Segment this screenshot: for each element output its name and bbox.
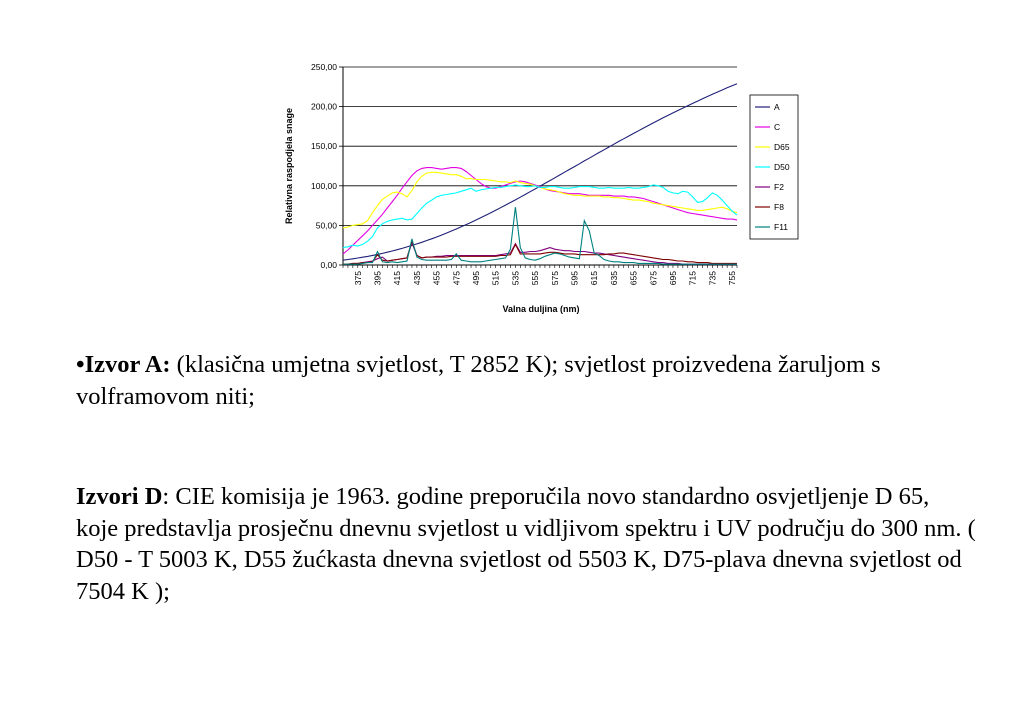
series-line-a — [343, 84, 737, 260]
x-tick-label: 695 — [667, 271, 678, 286]
x-tick-label: 375 — [352, 271, 363, 286]
y-tick-label: 100,00 — [311, 180, 337, 191]
x-tick-label: 735 — [707, 271, 718, 286]
y-tick-label: 200,00 — [311, 101, 337, 112]
x-tick-label: 655 — [628, 271, 639, 286]
x-tick-label: 675 — [648, 271, 659, 286]
x-tick-label: 395 — [372, 271, 383, 286]
izvori-d-text: : CIE komisija je 1963. godine preporučila novo standardno osvjetljenje D 65, koje predstavlja prosječnu dnevnu svjetlost u vidljivom spektru i UV području do 300 nm. ( D50 - T 5003 K, D55 žućkasta dnevna svjetlost od 5503 K, D75-plava dnevna svjetlost od 7504 K ); — [76, 483, 976, 605]
legend-label-f11: F11 — [774, 222, 789, 232]
y-tick-label: 50,00 — [315, 220, 337, 231]
y-tick-label: 0,00 — [320, 260, 337, 270]
legend-label-d50: D50 — [774, 162, 790, 172]
series-line-f8 — [343, 241, 737, 264]
series-line-c — [343, 168, 737, 254]
legend-label-d65: D65 — [774, 142, 790, 152]
x-axis-label: Valna duljina (nm) — [502, 304, 580, 314]
legend — [750, 95, 798, 239]
x-tick-label: 755 — [727, 271, 738, 286]
series-line-d65 — [343, 172, 737, 228]
x-tick-labels — [343, 265, 737, 285]
legend-label-c: C — [774, 122, 781, 132]
x-tick-label: 575 — [549, 271, 560, 286]
x-tick-label: 595 — [569, 271, 580, 286]
spectral-power-chart — [275, 55, 805, 320]
y-tick-label: 150,00 — [311, 141, 337, 152]
izvor-a-label: Izvor A: — [84, 351, 171, 378]
x-tick-label: 455 — [431, 271, 442, 286]
series-line-d50 — [343, 185, 737, 248]
grid-lines — [339, 67, 737, 265]
x-tick-label: 435 — [411, 271, 422, 286]
izvor-a-text: (klasična umjetna svjetlost, T 2852 K); svjetlost proizvedena žaruljom s volframovom niti; — [76, 351, 881, 410]
chart-svg — [275, 55, 805, 320]
x-tick-label: 475 — [451, 271, 462, 286]
y-tick-label: 250,00 — [311, 62, 337, 72]
x-tick-label: 415 — [392, 271, 403, 286]
y-tick-labels — [311, 62, 337, 270]
x-tick-label: 615 — [589, 271, 600, 286]
series-line-f11 — [343, 207, 737, 264]
legend-label-f2: F2 — [774, 182, 784, 192]
x-tick-label: 635 — [608, 271, 619, 286]
y-axis-label: Relativna raspodjela snage — [284, 107, 294, 225]
series-lines — [343, 84, 737, 264]
izvori-d-paragraph — [76, 481, 976, 607]
izvor-a-paragraph — [76, 349, 976, 412]
legend-label-a: A — [774, 102, 780, 112]
x-tick-label: 555 — [530, 271, 541, 286]
x-tick-label: 495 — [470, 271, 481, 286]
x-tick-label: 535 — [510, 271, 521, 286]
izvori-d-label: Izvori D — [76, 483, 163, 510]
bullet-mark: • — [76, 351, 85, 378]
legend-label-f8: F8 — [774, 202, 784, 212]
x-tick-label: 715 — [687, 271, 698, 286]
x-tick-label: 515 — [490, 271, 501, 286]
